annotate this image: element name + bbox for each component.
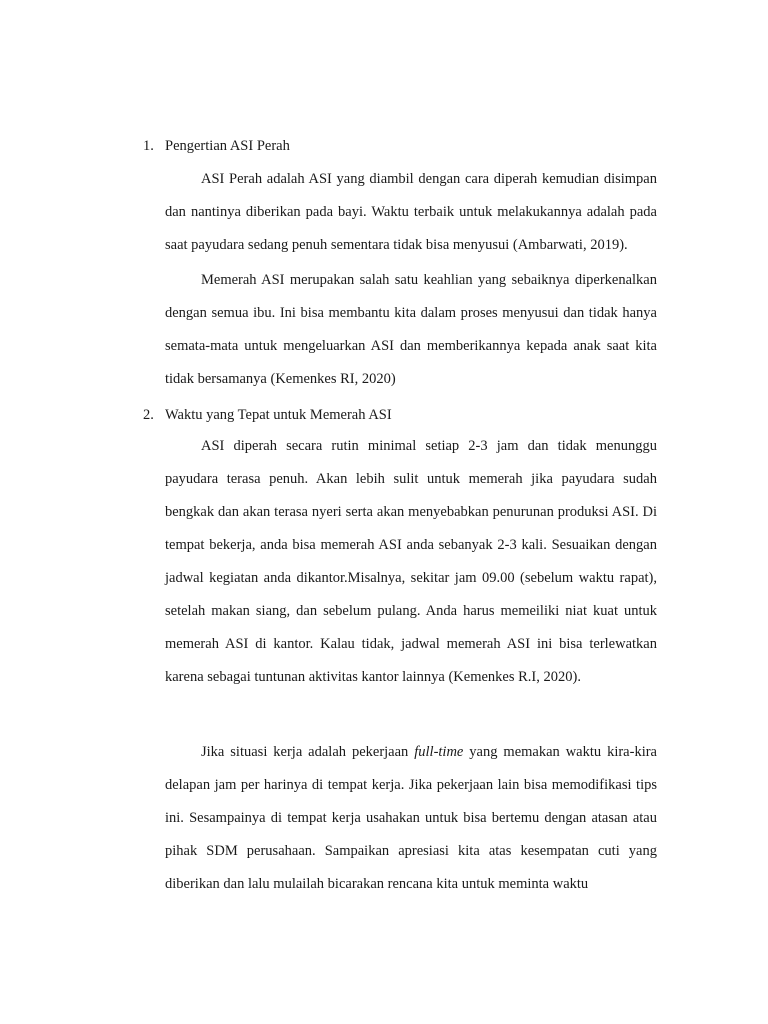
paragraph-memerah-asi-skill: Memerah ASI merupakan salah satu keahlian yang sebaiknya diperkenalkan dengan semua ibu. Ini bisa membantu kita dalam proses menyusui dan tidak hanya semata-mata untuk mengeluarkan ASI dan memberikannya kepada anak saat kita tidak bersamanya (Kemenkes RI, 2020) (165, 272, 657, 387)
section-heading-2 (143, 405, 392, 425)
italic-term: full-time (414, 744, 464, 760)
paragraph-full-time-work (165, 736, 657, 901)
section-number: 1. (143, 138, 154, 154)
section-title: Waktu yang Tepat untuk Memerah ASI (165, 407, 392, 423)
paragraph-asi-perah-definition: ASI Perah adalah ASI yang diambil dengan cara diperah kemudian disimpan dan nantinya diberikan pada bayi. Waktu terbaik untuk melakukannya adalah pada saat payudara sedang penuh sementara tidak bisa menyusui (Ambarwati, 2019). (165, 171, 657, 253)
text-run: yang memakan waktu kira-kira delapan jam per harinya di tempat kerja. Jika pekerjaan lain bisa memodifikasi tips ini. Sesampainya di tempat kerja usahakan untuk bisa bertemu dengan atasan atau pihak SDM perusahaan. Sampaikan apresiasi kita atas kesempatan cuti yang diberikan dan lalu mulailah bicarakan rencana kita untuk meminta waktu (165, 744, 657, 892)
paragraph-waktu-memerah: ASI diperah secara rutin minimal setiap 2-3 jam dan tidak menunggu payudara terasa penuh. Akan lebih sulit untuk memerah jika payudara sudah bengkak dan akan terasa nyeri serta akan menyebabkan penurunan produksi ASI. Di tempat bekerja, anda bisa memerah ASI anda sebanyak 2-3 kali. Sesuaikan dengan jadwal kegiatan anda dikantor.Misalnya, sekitar jam 09.00 (sebelum waktu rapat), setelah makan siang, dan sebelum pulang. Anda harus memeiliki niat kuat untuk memerah ASI di kantor. Kalau tidak, jadwal memerah ASI ini bisa terlewatkan karena sebagai tuntunan aktivitas kantor lainnya (Kemenkes R.I, 2020). (165, 438, 657, 685)
section-number: 2. (143, 407, 154, 423)
text-run: Jika situasi kerja adalah pekerjaan (201, 744, 415, 760)
section-heading-1 (143, 136, 290, 156)
section-title: Pengertian ASI Perah (165, 138, 290, 154)
